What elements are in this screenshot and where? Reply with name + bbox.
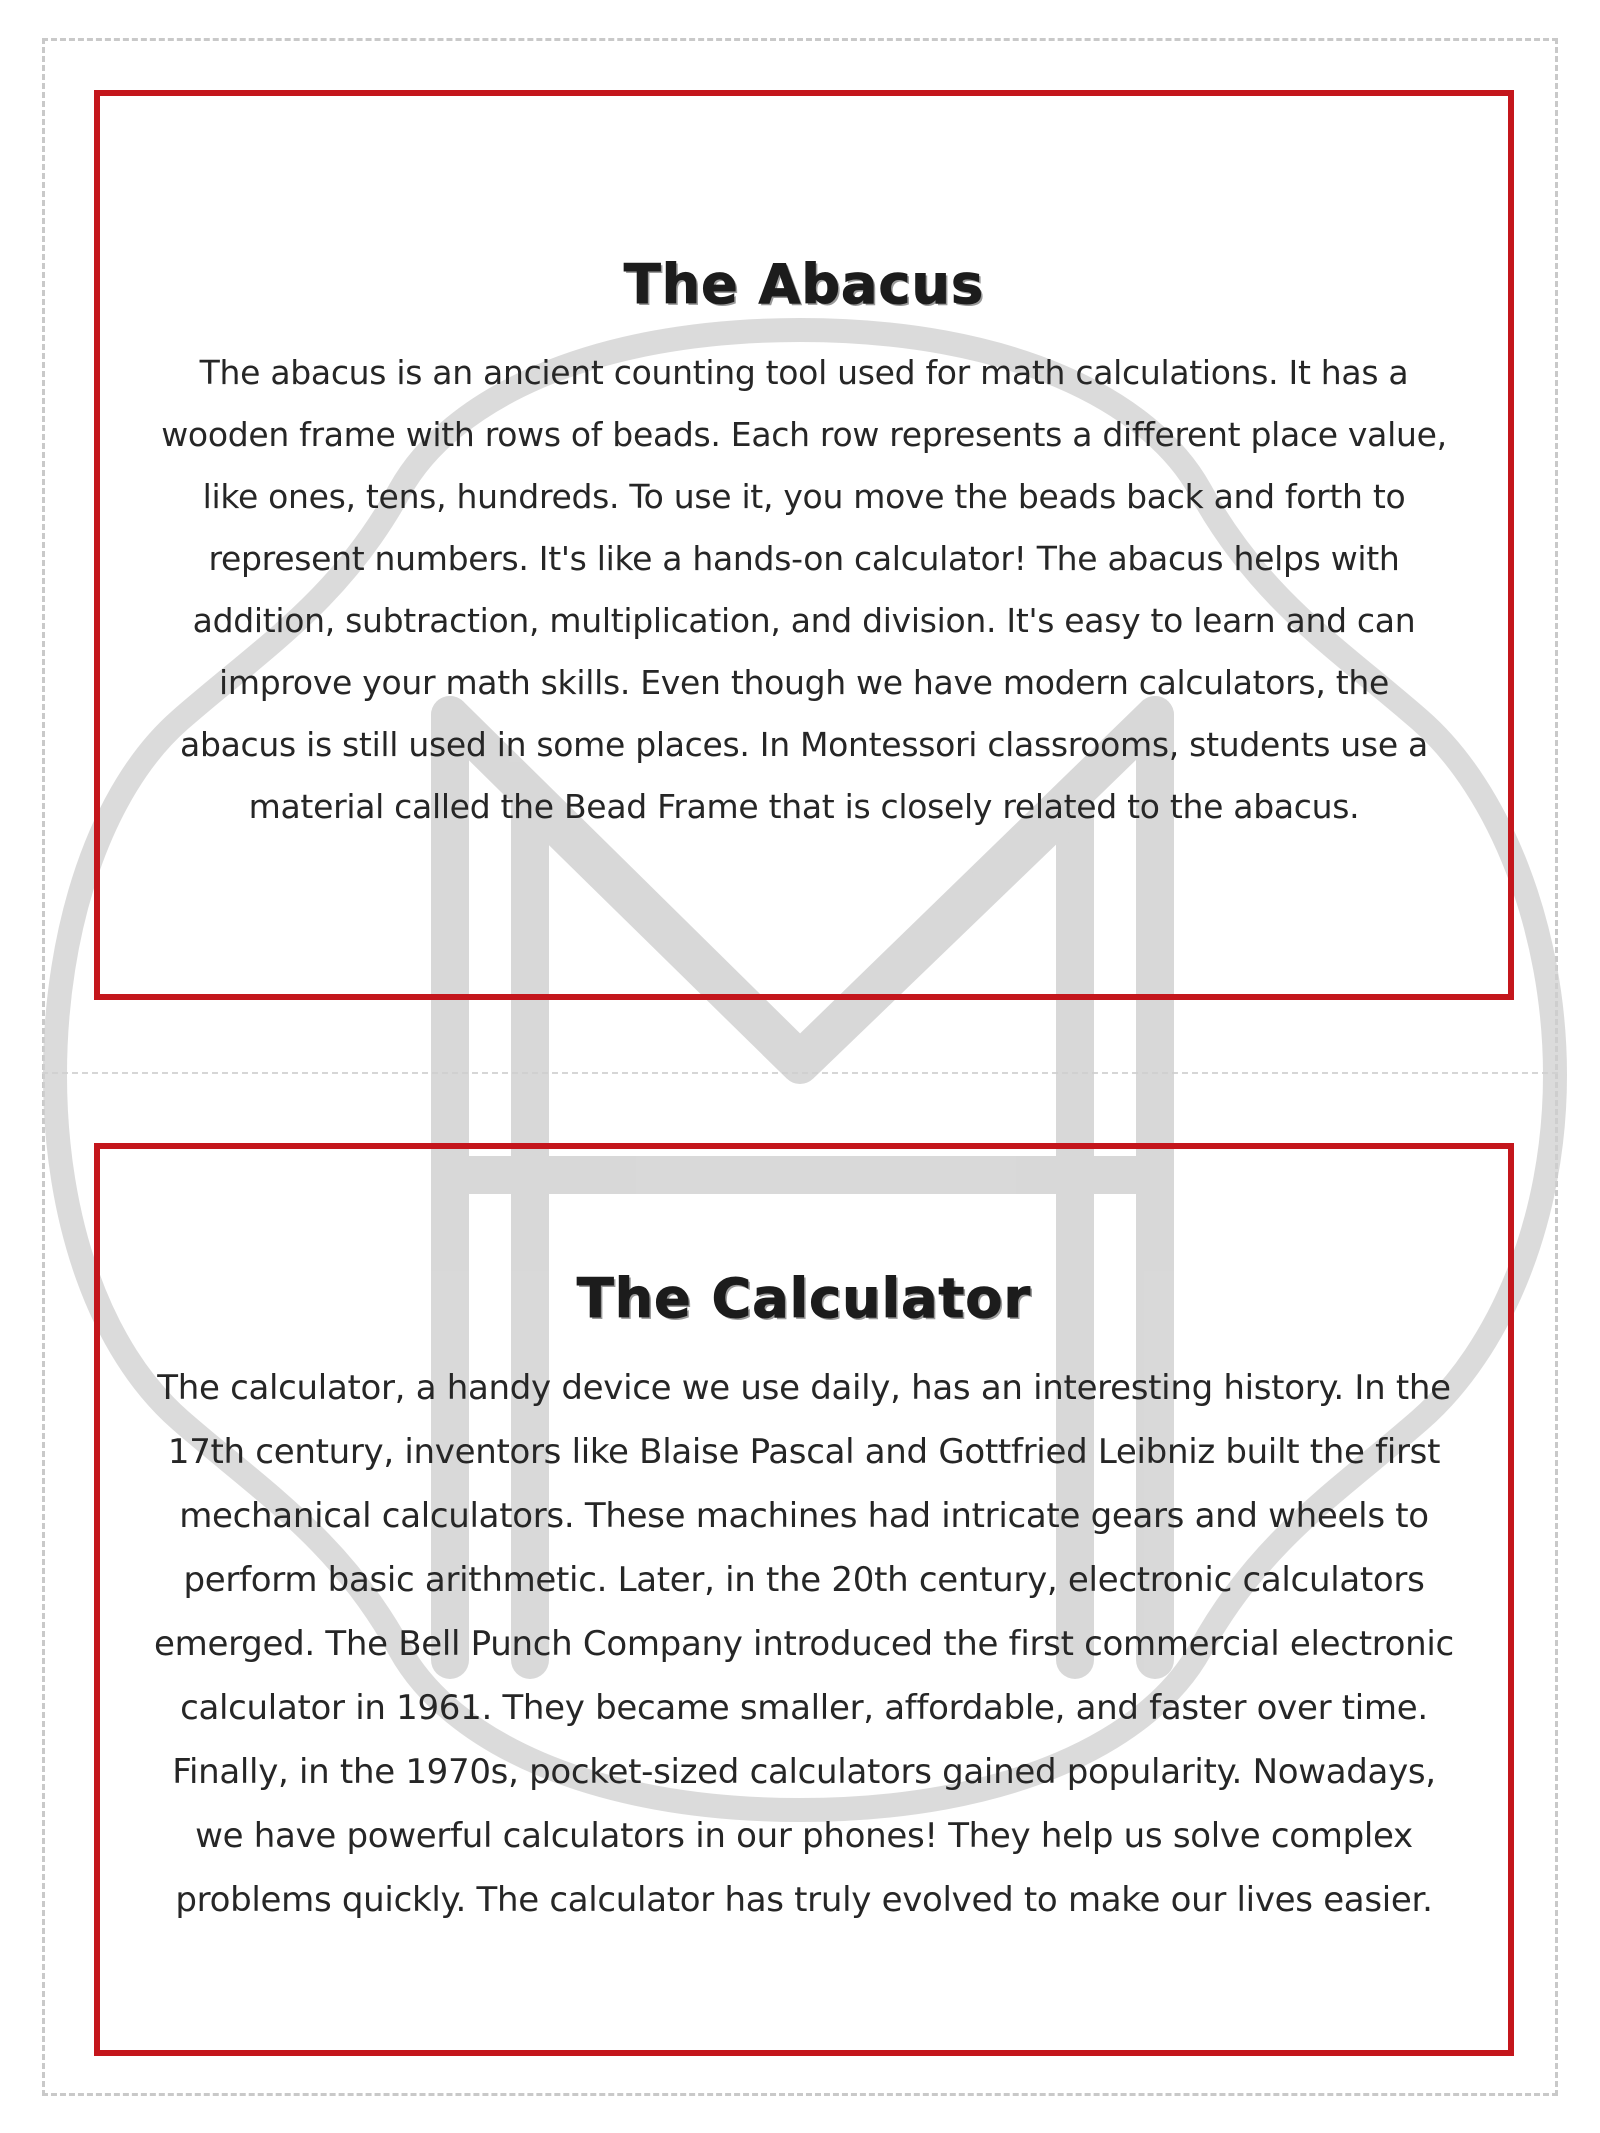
card-title: The Abacus bbox=[623, 252, 985, 316]
card-calculator bbox=[94, 1143, 1514, 2056]
card-body: The abacus is an ancient counting tool used for math calculations. It has a wooden frame with rows of beads. Each row represents a different place value, like ones, tens, hundreds. To use it, you move the beads back and forth to represent numbers. It's like a hands-on calculator! The abacus helps with addition, subtraction, multiplication, and division. It's easy to learn and can improve your math skills. Even though we have modern calculators, the abacus is still used in some places. In Montessori classrooms, students use a material called the Bead Frame that is closely related to the abacus. bbox=[161, 352, 1447, 826]
card-abacus bbox=[94, 90, 1514, 1000]
cut-line bbox=[42, 1072, 1558, 1074]
card-title: The Calculator bbox=[576, 1267, 1032, 1330]
card-body: The calculator, a handy device we use daily, has an interesting history. In the 17th century, inventors like Blaise Pascal and Gottfried Leibniz built the first mechanical calculators. These machines had intricate gears and wheels to perform basic arithmetic. Later, in the 20th century, electronic calculators emerged. The Bell Punch Company introduced the first commercial electronic calculator in 1961. They became smaller, affordable, and faster over time. Finally, in the 1970s, pocket-sized calculators gained popularity. Nowadays, we have powerful calculators in our phones! They help us solve complex problems quickly. The calculator has truly evolved to make our lives easier. bbox=[154, 1368, 1454, 1920]
